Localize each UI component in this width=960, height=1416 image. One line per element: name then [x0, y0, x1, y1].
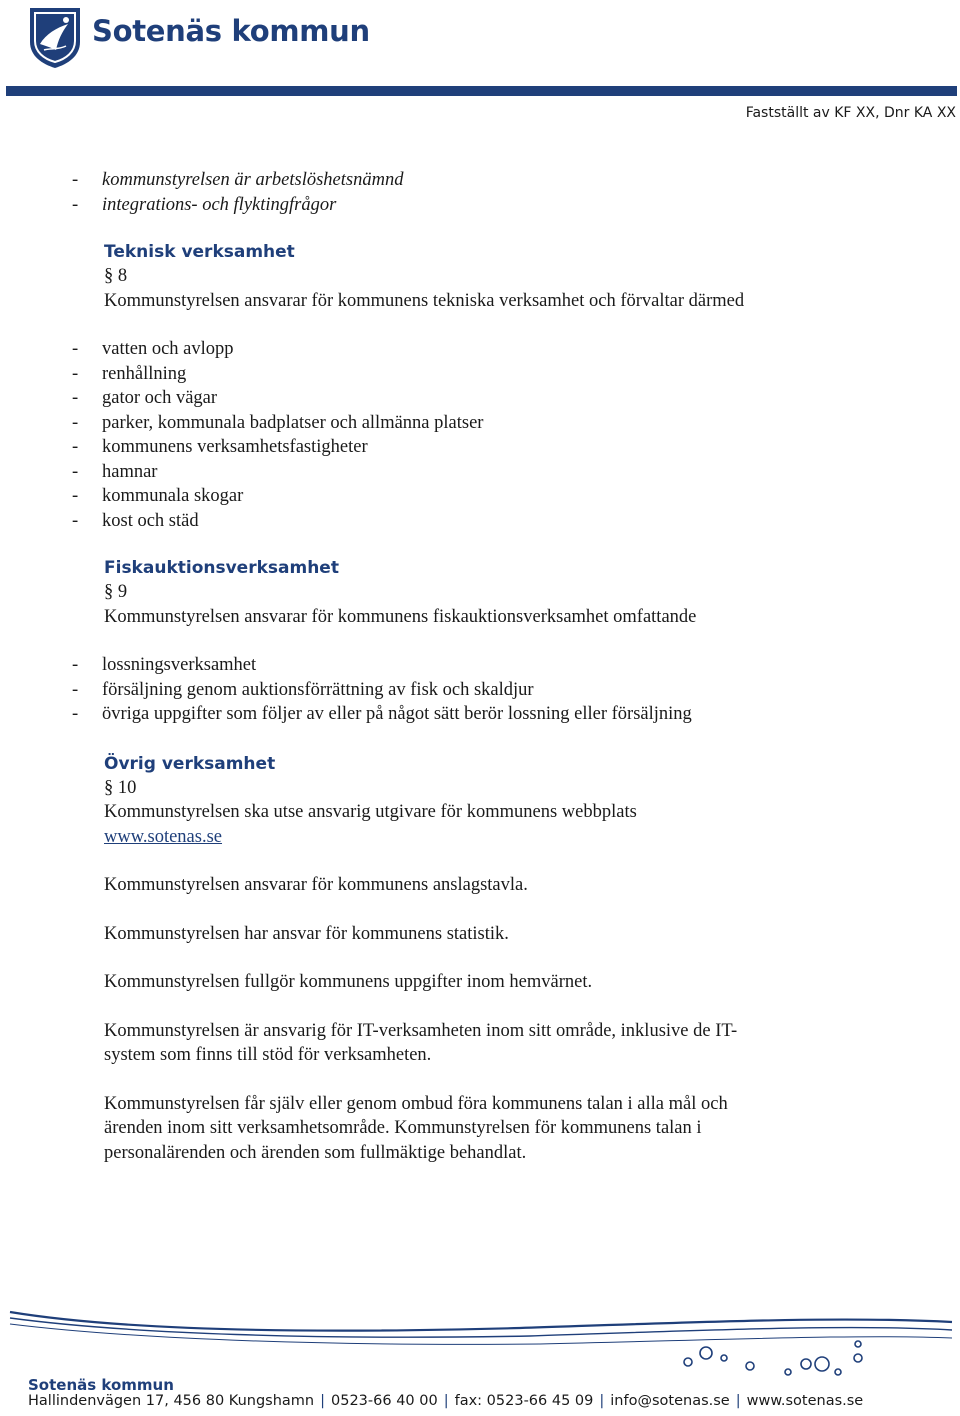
approval-note: Fastställt av KF XX, Dnr KA XX [745, 105, 956, 121]
paragraph-text: Kommunstyrelsen är ansvarig för IT-verksamheten inom sitt område, inklusive de IT- system som finns till stöd för verksamheten. [104, 1020, 738, 1065]
list-item: - kost och städ [72, 510, 199, 531]
list-item: - vatten och avlopp [72, 339, 234, 359]
paragraph-text: Kommunstyrelsen ansvarar för kommunens tekniska verksamhet och förvaltar därmed [104, 290, 745, 311]
municipal-crest-logo [26, 4, 84, 70]
footer-organization: Sotenäs kommun [28, 1376, 174, 1394]
list-item: - hamnar [72, 461, 158, 482]
list-item: - försäljning genom auktionsförrättning av fisk och skaldjur [72, 679, 534, 700]
list-item: - övriga uppgifter som följer av eller på något sätt berör lossning eller försäljning [72, 704, 692, 724]
list-item: - gator och vägar [72, 388, 218, 408]
footer-phone: 0523-66 40 00 [331, 1393, 438, 1409]
section-heading: Övrig verksamhet [104, 753, 276, 774]
paragraph-text: Kommunstyrelsen ansvarar för kommunens fiskauktionsverksamhet omfattande [104, 606, 697, 627]
document-body [72, 168, 894, 1165]
footer-wave-decoration [0, 1300, 960, 1380]
paragraph-number: § 10 [104, 777, 137, 798]
brand-name: Sotenäs kommun [92, 14, 370, 48]
list-item: - renhållning [72, 363, 187, 384]
list-item: - integrations- och flyktingfrågor [72, 194, 337, 215]
footer-contact-line: Hallindenvägen 17, 456 80 Kungshamn | 0523-66 40 00 | fax: 0523-66 45 09 | info@sotenas.se | www.sotenas.se [28, 1393, 864, 1409]
website-link[interactable]: www.sotenas.se [104, 826, 223, 847]
paragraph-text: Kommunstyrelsen fullgör kommunens uppgifter inom hemvärnet. [104, 972, 593, 992]
section-heading: Fiskauktionsverksamhet [104, 558, 339, 578]
paragraph-number: § 8 [104, 266, 128, 286]
paragraph-text: Kommunstyrelsen ska utse ansvarig utgivare för kommunens webbplats [104, 802, 637, 822]
section-heading: Teknisk verksamhet [104, 242, 295, 262]
footer-address: Hallindenvägen 17, 456 80 Kungshamn [28, 1393, 315, 1409]
paragraph-text: Kommunstyrelsen får själv eller genom ombud föra kommunens talan i alla mål och ärenden inom sitt verksamhetsområde. Kommunstyrelsen för kommunens talan i personalärenden och ärenden som fullmäktige behandlat. [104, 1093, 728, 1163]
footer-email[interactable]: info@sotenas.se [610, 1393, 730, 1409]
list-item: - parker, kommunala badplatser och allmänna platser [72, 412, 484, 433]
paragraph-number: § 9 [104, 582, 128, 602]
footer-website[interactable]: www.sotenas.se [746, 1393, 864, 1409]
list-item: - kommunens verksamhetsfastigheter [72, 437, 368, 457]
header-bar [6, 86, 957, 96]
list-item: - lossningsverksamhet [72, 655, 257, 675]
footer-fax: fax: 0523-66 45 09 [454, 1393, 594, 1409]
list-item: - kommunstyrelsen är arbetslöshetsnämnd [72, 170, 404, 190]
paragraph-text: Kommunstyrelsen har ansvar för kommunens statistik. [104, 923, 509, 944]
list-item: - kommunala skogar [72, 486, 244, 506]
paragraph-text: Kommunstyrelsen ansvarar för kommunens anslagstavla. [104, 875, 528, 895]
